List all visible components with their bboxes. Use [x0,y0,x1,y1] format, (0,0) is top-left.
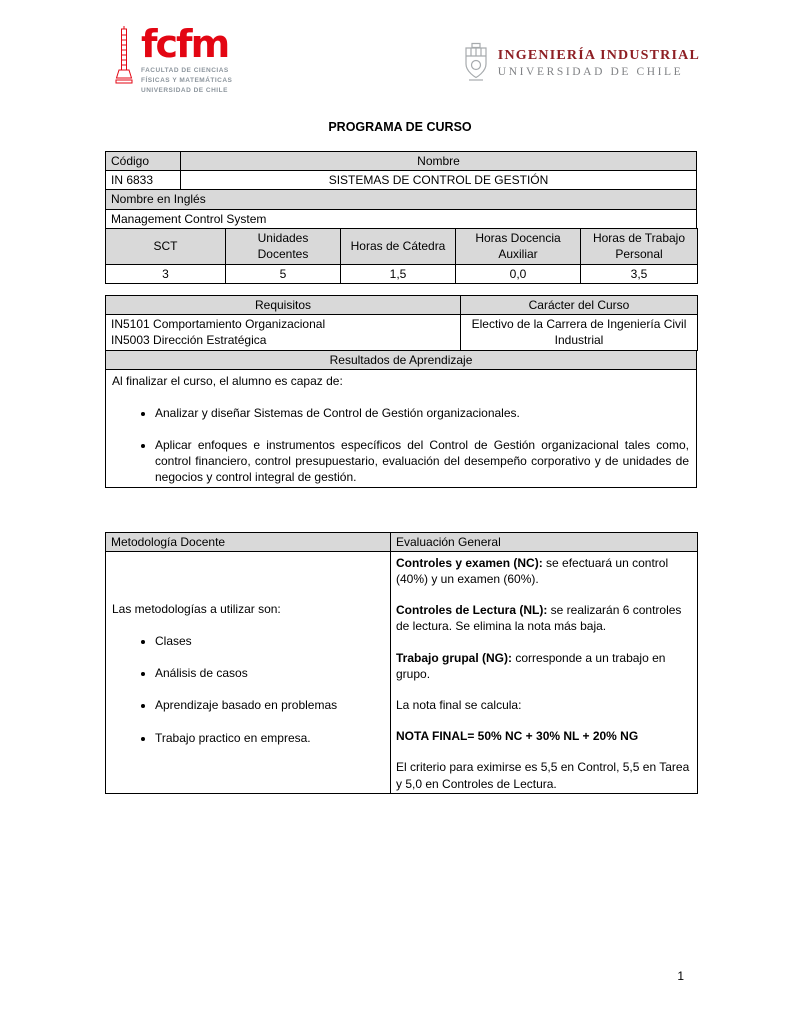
fcfm-subtext-line: FACULTAD DE CIENCIAS [141,67,229,75]
codigo-value-cell: IN 6833 [106,171,181,190]
bullet-item: • Aplicar enfoques e instrumentos específicos del Control de Gestión organizacional tales como, control financiero, control presupuestario, evaluación del desempeño corporativo y de unidades de negocios y control integral de gestión. [155,437,691,486]
dii-text-block [498,48,700,78]
metodologia-body-cell [106,551,391,793]
horas-docencia-auxiliar-header-cell: Horas Docencia Auxiliar [456,228,581,264]
university-crest-icon [463,42,489,84]
requisitos-header-cell: Requisitos [106,295,461,314]
nombre-value-cell: SISTEMAS DE CONTROL DE GESTIÓN [181,171,697,190]
resultados-table [105,350,697,488]
evaluation-paragraph [396,650,692,682]
evaluacion-body-cell [391,551,698,793]
credits-hours-table [105,228,698,284]
eval-text: se realizarán 6 controles de lectura. Se elimina la nota más baja. [396,603,682,634]
table-gap [105,284,697,295]
eval-text: corresponde a un trabajo en grupo. [396,650,666,681]
fcfm-subtext-line: FÍSICAS Y MATEMÁTICAS [141,76,233,84]
bullet-item: • Clases [155,633,385,649]
fcfm-faculty-subtext [141,66,232,95]
fcfm-tower-icon [112,26,136,92]
bullet-item: • Aprendizaje basado en problemas [155,697,385,713]
nombre-ingles-header-cell: Nombre en Inglés [106,190,697,209]
requisitos-table [105,295,698,351]
metodologia-bullet-list [111,633,385,746]
unidades-docentes-value-cell: 5 [226,264,341,283]
codigo-header-cell: Código [106,152,181,171]
fcfm-text-block [141,22,233,95]
course-id-table [105,151,697,190]
horas-trabajo-personal-header-cell: Horas de Trabajo Personal [581,228,698,264]
bullet-item: • Análisis de casos [155,665,385,681]
sct-value-cell: 3 [106,264,226,283]
horas-catedra-header-cell: Horas de Cátedra [341,228,456,264]
caracter-header-cell: Carácter del Curso [461,295,698,314]
eval-lead: Controles de Lectura (NL): [396,603,548,618]
requisito-line: IN5101 Comportamiento Organizacional [111,317,326,332]
bullet-item: • Analizar y diseñar Sistemas de Control de Gestión organizacionales. [155,405,691,421]
eval-lead: NOTA FINAL= 50% NC + 30% NL + 20% NG [396,729,639,744]
page-number: 1 [677,969,684,983]
evaluation-paragraph [396,759,692,791]
eval-text: se efectuará un control (40%) y un examen (60%). [396,555,669,586]
caracter-value-cell: Electivo de la Carrera de Ingeniería Civil Industrial [461,315,698,350]
metodologia-header-cell: Metodología Docente [106,532,391,551]
resultados-intro: Al finalizar el curso, el alumno es capaz de: [112,373,343,388]
eval-lead: Trabajo grupal (NG): [396,650,513,665]
evaluation-paragraph-formula [396,728,692,744]
page-title: PROGRAMA DE CURSO [328,120,472,134]
eval-text: La nota final se calcula: [396,697,522,712]
requisito-line: IN5003 Dirección Estratégica [111,333,267,348]
requisitos-value-cell [106,315,461,350]
industrial-engineering-logo [463,42,700,84]
english-name-table [105,189,697,228]
resultados-body-cell [106,369,697,487]
evaluation-paragraph [396,602,692,634]
evaluation-paragraph [396,697,692,713]
dii-title: INGENIERÍA INDUSTRIAL [497,48,700,63]
document-header [0,0,800,106]
methodology-evaluation-table [105,532,698,794]
fcfm-subtext-line: UNIVERSIDAD DE CHILE [141,86,228,94]
unidades-docentes-header-cell: Unidades Docentes [226,228,341,264]
eval-text: El criterio para eximirse es 5,5 en Control, 5,5 en Tarea y 5,0 en Controles de Lectura. [396,760,690,791]
resultados-header-cell: Resultados de Aprendizaje [106,350,697,369]
evaluation-paragraph [396,555,692,587]
metodologia-intro: Las metodologías a utilizar son: [112,601,281,616]
document-content [105,151,697,794]
fcfm-wordmark: fcfm [141,22,229,66]
fcfm-logo [112,22,233,95]
resultados-bullet-list [111,405,691,486]
horas-trabajo-personal-value-cell: 3,5 [581,264,698,283]
sct-header-cell: SCT [106,228,226,264]
eval-lead: Controles y examen (NC): [396,555,543,570]
horas-docencia-auxiliar-value-cell: 0,0 [456,264,581,283]
section-gap [105,488,697,532]
evaluacion-header-cell: Evaluación General [391,532,698,551]
horas-catedra-value-cell: 1,5 [341,264,456,283]
nombre-ingles-value-cell: Management Control System [106,209,697,228]
nombre-header-cell: Nombre [181,152,697,171]
bullet-item: • Trabajo practico en empresa. [155,730,385,746]
dii-subtitle: UNIVERSIDAD DE CHILE [497,66,684,78]
